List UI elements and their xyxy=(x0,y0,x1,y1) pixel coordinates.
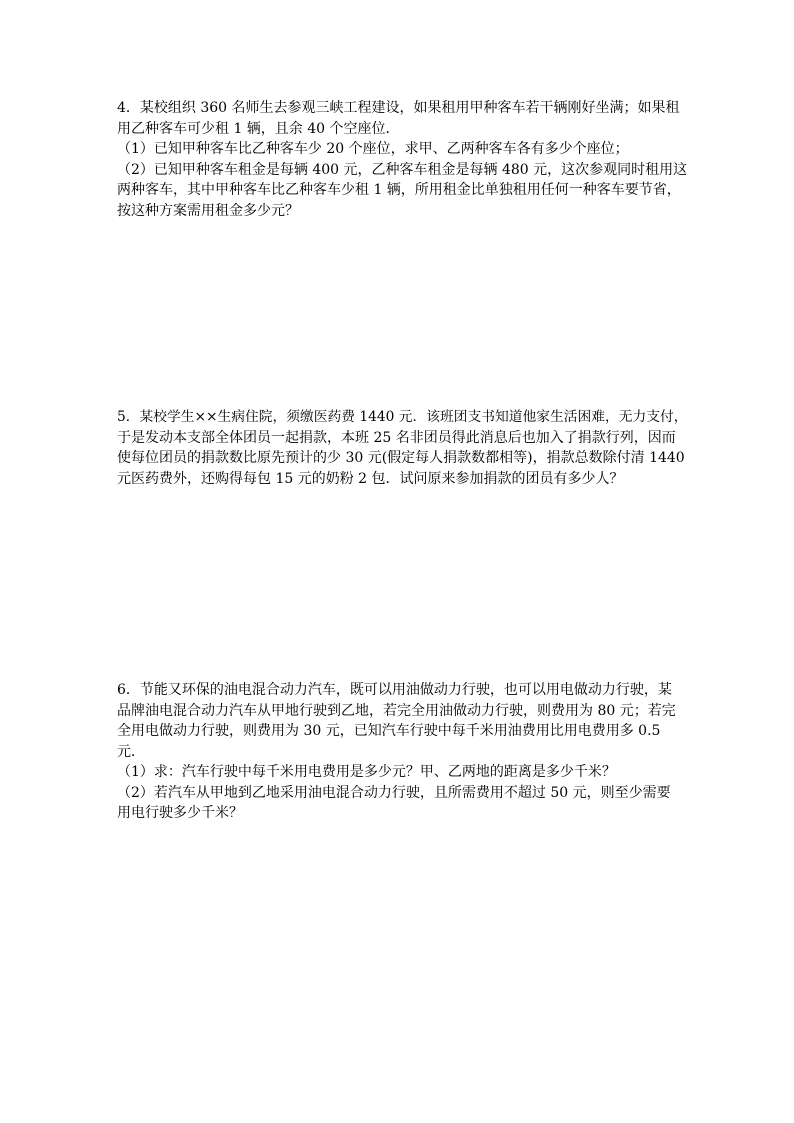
problem-line: 用乙种客车可少租 1 辆，且余 40 个空座位． xyxy=(117,120,400,137)
problem-6 xyxy=(117,680,689,824)
problem-4 xyxy=(117,98,689,221)
problem-line: （2）若汽车从甲地到乙地采用油电混合动力行驶，且所需费用不超过 50 元，则至少需要 xyxy=(117,784,671,801)
problem-line: 6．节能又环保的油电混合动力汽车，既可以用油做动力行驶，也可以用电做动力行驶，某 xyxy=(117,682,672,698)
problem-line: 品牌油电混合动力汽车从甲地行驶到乙地，若完全用油做动力行驶，则费用为 80 元；若完 xyxy=(117,702,676,719)
problem-line: 元． xyxy=(117,743,145,760)
problem-line: （1）求：汽车行驶中每千米用电费用是多少元？甲、乙两地的距离是多少千米？ xyxy=(117,764,616,780)
problem-line: 元医药费外，还购得每包 15 元的奶粉 2 包．试问原来参加捐款的团员有多少人？ xyxy=(117,470,624,487)
problem-5 xyxy=(117,407,689,489)
problem-line: 全用电做动力行驶，则费用为 30 元，已知汽车行驶中每千米用油费用比用电费用多 0.5 xyxy=(117,723,661,739)
problem-line: 使每位团员的捐款数比原先预计的少 30 元(假定每人捐款数都相等)，捐款总数除付清 1440 xyxy=(117,450,685,466)
problem-line: （2）已知甲种客车租金是每辆 400 元，乙种客车租金是每辆 480 元，这次参观同时租用这 xyxy=(117,161,688,178)
problem-line: 4．某校组织 360 名师生去参观三峡工程建设，如果租用甲种客车若干辆刚好坐满；如果租 xyxy=(117,100,680,116)
problem-line: 用电行驶多少千米？ xyxy=(117,805,243,821)
problem-line: （1）已知甲种客车比乙种客车少 20 个座位，求甲、乙两种客车各有多少个座位； xyxy=(117,141,629,157)
problem-line: 5．某校学生××生病住院，须缴医药费 1440 元．该班团支书知道他家生活困难，无力支付， xyxy=(117,409,688,425)
problem-line: 于是发动本支部全体团员一起捐款，本班 25 名非团员得此消息后也加入了捐款行列，因而 xyxy=(117,429,676,446)
problem-line: 两种客车，其中甲种客车比乙种客车少租 1 辆，所用租金比单独租用任何一种客车要节省， xyxy=(117,182,681,198)
problem-line: 按这种方案需用租金多少元？ xyxy=(117,202,299,219)
